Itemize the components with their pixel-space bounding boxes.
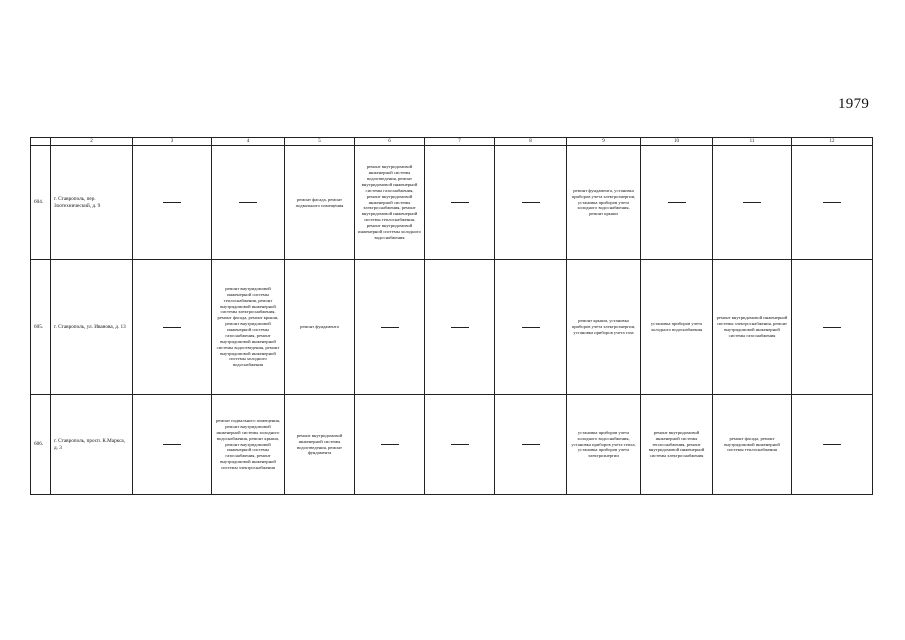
dash-mark xyxy=(239,202,257,203)
table-cell: ремонт крыши, установка приборов учета электроэнергии, установка приборов учета газа xyxy=(567,260,641,395)
table-cell: ремонт внутридомовой инженерной системы теплоснабжения, ремонт внутридомовой инженерной системы электроснабжения xyxy=(641,395,713,495)
empty-cell-dash xyxy=(713,146,792,260)
empty-cell-dash xyxy=(792,146,873,260)
table-cell: ремонт фундамента xyxy=(285,260,355,395)
empty-cell-dash xyxy=(495,395,567,495)
table-cell: ремонт внутридомовой инженерной системы водоотведения, ремонт внутридомовой инженерной системы газоснабжения, ремонт внутридомовой инженерной системы электроснабжения, ремонт внутридомовой инженерной системы теплоснабжения, ремонт внутридомовой инженерной системы холодного водоснабжения xyxy=(355,146,425,260)
page-number: 1979 xyxy=(838,96,870,112)
dash-mark xyxy=(451,202,469,203)
column-header: 3 xyxy=(133,138,212,146)
empty-cell-dash xyxy=(495,146,567,260)
empty-cell-dash xyxy=(641,146,713,260)
table-cell: ремонт фасада, ремонт внутридомовой инженерной системы теплоснабжения xyxy=(713,395,792,495)
dash-mark xyxy=(381,444,399,445)
dash-mark xyxy=(823,327,841,328)
empty-cell-dash xyxy=(425,395,495,495)
column-header: 2 xyxy=(51,138,133,146)
table-row xyxy=(31,146,873,260)
row-number: 605. xyxy=(31,260,51,395)
empty-cell-dash xyxy=(212,146,285,260)
empty-cell-dash xyxy=(355,260,425,395)
row-number: 604. xyxy=(31,146,51,260)
dash-mark xyxy=(522,202,540,203)
dash-mark xyxy=(163,444,181,445)
column-header: 11 xyxy=(713,138,792,146)
dash-mark xyxy=(451,444,469,445)
empty-cell-dash xyxy=(133,260,212,395)
table-cell: ремонт внутридомовой инженерной системы теплоснабжения, ремонт внутридомовой инженерной системы электроснабжения, ремонт фасада, ремонт крыши, ремонт внутридомовой инженерной системы газоснабжения, ремонт внутридомовой инженерной системы водоотведения, ремонт внутридомовой инженерной системы холодного водоснабжения xyxy=(212,260,285,395)
dash-mark xyxy=(823,444,841,445)
column-header: 10 xyxy=(641,138,713,146)
column-header: 6 xyxy=(355,138,425,146)
table-row xyxy=(31,395,873,495)
empty-cell-dash xyxy=(133,146,212,260)
table-cell: ремонт фундамента, установка приборов учета электроэнергии, установка приборов учета холодного водоснабжения, ремонт крыши xyxy=(567,146,641,260)
column-header: 7 xyxy=(425,138,495,146)
column-header-row xyxy=(31,138,873,146)
dash-mark xyxy=(163,327,181,328)
address-cell: г. Ставрополь, пер. Зоотехнический, д. 9 xyxy=(51,146,133,260)
dash-mark xyxy=(522,444,540,445)
dash-mark xyxy=(381,327,399,328)
column-header: 8 xyxy=(495,138,567,146)
table-cell: ремонт внутридомовой инженерной системы водоотведения, ремонт фундамента xyxy=(285,395,355,495)
dash-mark xyxy=(823,202,841,203)
empty-cell-dash xyxy=(495,260,567,395)
table-cell: установка приборов учета холодного водоснабжения, установка приборов учета тепла, установка приборов учета электроэнергии xyxy=(567,395,641,495)
dash-mark xyxy=(522,327,540,328)
address-cell: г. Ставрополь, просп. К.Маркса, д. 3 xyxy=(51,395,133,495)
empty-cell-dash xyxy=(133,395,212,495)
dash-mark xyxy=(668,202,686,203)
table-cell: установка приборов учета холодного водоснабжения xyxy=(641,260,713,395)
dash-mark xyxy=(743,202,761,203)
column-header: 9 xyxy=(567,138,641,146)
column-header: 5 xyxy=(285,138,355,146)
dash-mark xyxy=(163,202,181,203)
empty-cell-dash xyxy=(792,395,873,495)
empty-cell-dash xyxy=(425,146,495,260)
table-cell: ремонт подвального помещения, ремонт внутридомовой инженерной системы холодного водоснабжения, ремонт крыши, ремонт внутридомовой инженерной системы газоснабжения, ремонт внутридомовой инженерной системы электроснабжения xyxy=(212,395,285,495)
empty-cell-dash xyxy=(355,395,425,495)
table-cell: ремонт внутридомовой инженерной системы электроснабжения, ремонт внутридомовой инженерной системы газоснабжения xyxy=(713,260,792,395)
table-cell: ремонт фасада, ремонт подвального помещения xyxy=(285,146,355,260)
column-header xyxy=(31,138,51,146)
dash-mark xyxy=(451,327,469,328)
address-cell: г. Ставрополь, ул. Иванова, д. 13 xyxy=(51,260,133,395)
empty-cell-dash xyxy=(425,260,495,395)
column-header: 12 xyxy=(792,138,873,146)
table-row xyxy=(31,260,873,395)
row-number: 606. xyxy=(31,395,51,495)
column-header: 4 xyxy=(212,138,285,146)
empty-cell-dash xyxy=(792,260,873,395)
repair-schedule-table xyxy=(30,137,873,495)
